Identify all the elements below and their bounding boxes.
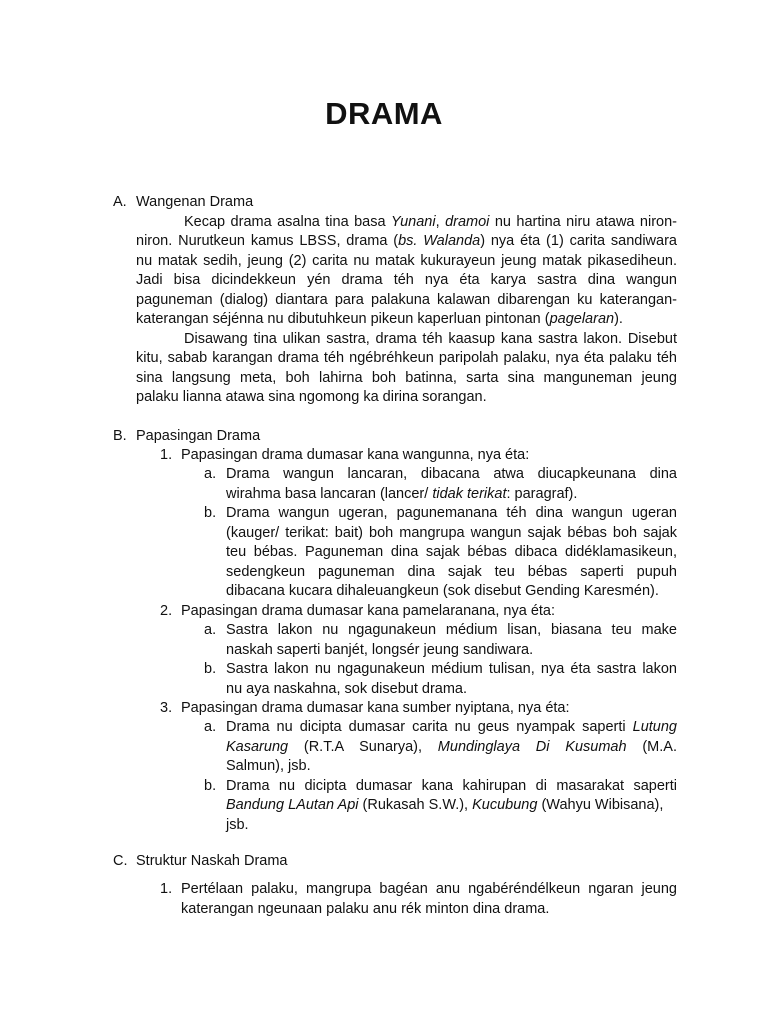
- section-a-p1-line-5: paguneman (dialog) diantara para palakuna kalawan dibarengan ku katerangan-: [136, 292, 677, 308]
- b-item-3-b-marker: b.: [204, 778, 217, 794]
- section-a-p2-line-4: palaku lianna atawa sina ngomong ka dirina sorangan.: [136, 389, 487, 405]
- section-a-p1-line-4: Jadi bisa dicindekkeun yén drama téh nya éta karya sastra dina wangun: [136, 272, 677, 288]
- section-a-p2-line-1: Disawang tina ulikan sastra, drama téh kaasup kana sastra lakon. Disebut: [184, 331, 677, 347]
- section-a-p2-line-3: sina langsung meta, boh lahirna boh batinna, sarta sina manguneman jeung: [136, 370, 677, 386]
- b-item-2-number: 2.: [160, 603, 173, 619]
- b-item-2-text: Papasingan drama dumasar kana pamelaranana, nya éta:: [181, 603, 556, 619]
- b-item-1-a-line-1: Drama wangun lancaran, dibacana atwa diucapkeunana dina: [226, 466, 677, 482]
- b-item-1-a-marker: a.: [204, 466, 217, 482]
- c-item-1-line-1: Pertélaan palaku, mangrupa bagéan anu ngabéréndélkeun ngaran jeung: [181, 881, 677, 897]
- b-item-1-b-line-3: teu bébas. Paguneman dina sajak bébas dibaca didéklamasikeun,: [226, 544, 677, 560]
- b-item-3-b-line-1: Drama nu dicipta dumasar kana kahirupan di masarakat saperti: [226, 778, 677, 794]
- b-item-1-b-line-5: dibacana kucara dihaleuangkeun (sok disebut Gending Karesmén).: [226, 583, 659, 599]
- b-item-1-b-marker: b.: [204, 505, 217, 521]
- page-title: DRAMA: [325, 96, 443, 131]
- section-c-marker: C.: [113, 853, 128, 869]
- section-a-p1-line-1: Kecap drama asalna tina basa Yunani, dramoi nu hartina niru atawa niron-: [184, 214, 677, 230]
- b-item-2-a-line-2: naskah saperti banjét, longsér jeung sandiwara.: [226, 642, 534, 658]
- section-a-p1-line-2: niron. Nurutkeun kamus LBSS, drama (bs. Walanda) nya éta (1) carita sandiwara: [136, 233, 677, 249]
- b-item-2-b-marker: b.: [204, 661, 217, 677]
- b-item-2-b-line-1: Sastra lakon nu ngagunakeun médium tulisan, nya éta sastra lakon: [226, 661, 677, 677]
- c-item-1-number: 1.: [160, 881, 173, 897]
- b-item-3-text: Papasingan drama dumasar kana sumber nyiptana, nya éta:: [181, 700, 570, 716]
- section-a-heading: Wangenan Drama: [136, 194, 254, 210]
- b-item-3-a-marker: a.: [204, 719, 217, 735]
- b-item-3-b-line-2: Bandung LAutan Api (Rukasah S.W.), Kucubung (Wahyu Wibisana),: [226, 797, 664, 813]
- b-item-1-b-line-2: (kauger/ terikat: bait) boh mangrupa wangun sajak bébas boh sajak: [226, 525, 677, 541]
- b-item-3-b-line-3: jsb.: [226, 817, 249, 833]
- b-item-2-a-line-1: Sastra lakon nu ngagunakeun médium lisan, biasana teu make: [226, 622, 677, 638]
- b-item-3-number: 3.: [160, 700, 173, 716]
- section-a-marker: A.: [113, 194, 127, 210]
- b-item-2-a-marker: a.: [204, 622, 217, 638]
- c-item-1-line-2: katerangan ngeunaan palaku anu rék minton dina drama.: [181, 901, 550, 917]
- b-item-3-a-line-2: Kasarung (R.T.A Sunarya), Mundinglaya Di Kusumah (M.A.: [226, 739, 677, 755]
- section-b-marker: B.: [113, 428, 127, 444]
- b-item-1-b-line-1: Drama wangun ugeran, pagunemanana téh dina wangun ugeran: [226, 505, 677, 521]
- section-a-p1-line-3: nu matak sedih, jeung (2) carita nu matak kukurayeun jeung matak pikasedihеun.: [136, 253, 677, 269]
- b-item-1-a-line-2: wirahma basa lancaran (lancer/ tidak terikat: paragraf).: [226, 486, 578, 502]
- b-item-2-b-line-2: nu aya naskahna, sok disebut drama.: [226, 681, 468, 697]
- b-item-1-b-line-4: sedengkeun paguneman dina sajak teu bébas saperti pupuh: [226, 564, 677, 580]
- b-item-1-number: 1.: [160, 447, 173, 463]
- section-c-heading: Struktur Naskah Drama: [136, 853, 288, 869]
- b-item-3-a-line-3: Salmun), jsb.: [226, 758, 311, 774]
- b-item-3-a-line-1: Drama nu dicipta dumasar carita nu geus nyampak saperti Lutung: [226, 719, 677, 735]
- section-b-heading: Papasingan Drama: [136, 428, 261, 444]
- b-item-1-text: Papasingan drama dumasar kana wangunna, nya éta:: [181, 447, 530, 463]
- section-a-p2-line-2: kitu, sabab karangan drama téh ngébréhkeun paripolah palaku, nya éta palaku téh: [136, 350, 677, 366]
- section-a-p1-line-6: katerangan séjénna nu dibutuhkeun pikeun kaperluan pintonan (pagelaran).: [136, 311, 623, 327]
